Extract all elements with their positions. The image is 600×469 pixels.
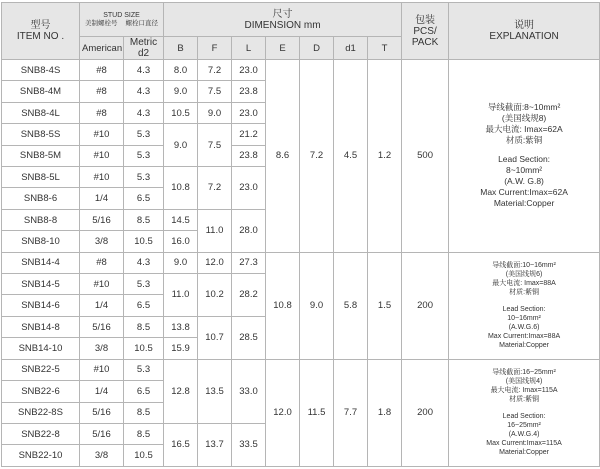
pack-qty: 200 xyxy=(402,252,449,359)
dim-t: 1.8 xyxy=(368,359,402,466)
item-no: SNB8-5S xyxy=(2,124,80,145)
dim-l: 23.0 xyxy=(232,167,266,210)
metric-size: 10.5 xyxy=(124,231,164,252)
dim-b: 16.5 xyxy=(164,423,198,466)
item-no: SNB22-10 xyxy=(2,445,80,467)
american-size: 3/8 xyxy=(80,445,124,467)
explanation-header-en: EXPLANATION xyxy=(489,31,559,42)
item-no: SNB14-8 xyxy=(2,316,80,337)
american-size: 3/8 xyxy=(80,231,124,252)
table-row xyxy=(2,359,600,380)
dim-f: 9.0 xyxy=(198,102,232,123)
dim-b: 8.0 xyxy=(164,60,198,81)
dim-b: 12.8 xyxy=(164,359,198,423)
dim-b: 9.0 xyxy=(164,124,198,167)
expl-line: (A.W.G.6) xyxy=(508,324,540,332)
metric-size: 6.5 xyxy=(124,381,164,402)
explanation-header xyxy=(449,3,600,60)
american-size: #8 xyxy=(80,102,124,123)
metric-size: 5.3 xyxy=(124,359,164,380)
dim-l: 23.0 xyxy=(232,102,266,123)
metric-size: 4.3 xyxy=(124,252,164,273)
dim-f: 10.2 xyxy=(198,274,232,317)
dim-d1: 5.8 xyxy=(334,252,368,359)
american-size: 5/16 xyxy=(80,209,124,230)
item-no: SNB22-6 xyxy=(2,381,80,402)
explanation-cell xyxy=(449,252,600,359)
table-row xyxy=(2,60,600,81)
stud-cn-metric: 螺栓口直径 xyxy=(125,20,158,27)
american-size: #8 xyxy=(80,60,124,81)
expl-line: Lead Section: xyxy=(502,306,546,314)
expl-line: Max Current:Imax=88A xyxy=(487,333,561,341)
item-no: SNB8-8 xyxy=(2,209,80,230)
col-d-header: D xyxy=(300,37,334,60)
american-size: 5/16 xyxy=(80,402,124,423)
dimension-header xyxy=(164,3,402,37)
item-no: SNB8-4S xyxy=(2,60,80,81)
dim-f: 7.2 xyxy=(198,60,232,81)
item-no-header xyxy=(2,3,80,60)
dim-l: 23.0 xyxy=(232,60,266,81)
american-size: 1/4 xyxy=(80,381,124,402)
metric-size: 6.5 xyxy=(124,295,164,316)
expl-line: Lead Section: xyxy=(498,154,551,165)
dim-b: 11.0 xyxy=(164,274,198,317)
american-size: #10 xyxy=(80,145,124,166)
metric-size: 6.5 xyxy=(124,188,164,209)
dim-b: 10.5 xyxy=(164,102,198,123)
expl-line: (A.W. G.8) xyxy=(504,176,544,187)
dim-d: 11.5 xyxy=(300,359,334,466)
dim-l: 28.0 xyxy=(232,209,266,252)
col-e-header: E xyxy=(266,37,300,60)
explanation-cell xyxy=(449,359,600,466)
expl-line: 导线截面:16~25mm² xyxy=(492,369,556,377)
metric-size: 8.5 xyxy=(124,402,164,423)
expl-gap xyxy=(451,297,597,305)
dim-b: 14.5 xyxy=(164,209,198,230)
table-header xyxy=(2,3,600,60)
dim-e: 8.6 xyxy=(266,60,300,253)
metric-size: 4.3 xyxy=(124,102,164,123)
expl-line: Material:Copper xyxy=(493,198,555,209)
col-d1-header: d1 xyxy=(334,37,368,60)
dim-e: 10.8 xyxy=(266,252,300,359)
dim-b: 15.9 xyxy=(164,338,198,359)
expl-gap xyxy=(451,146,597,154)
expl-line: 导线截面:8~10mm² xyxy=(487,102,561,113)
expl-line: 8~10mm² xyxy=(505,165,543,176)
d2-label: d2 xyxy=(137,48,150,59)
american-size: 5/16 xyxy=(80,423,124,444)
metric-header xyxy=(124,37,164,60)
pack-header-en2: PACK xyxy=(411,36,439,48)
item-no: SNB8-6 xyxy=(2,188,80,209)
spec-table xyxy=(1,2,600,467)
stud-size-cn-row xyxy=(82,20,161,28)
metric-size: 10.5 xyxy=(124,338,164,359)
item-no: SNB8-4L xyxy=(2,102,80,123)
expl-line: 材质:紫铜 xyxy=(509,289,540,297)
dim-f: 10.7 xyxy=(198,316,232,359)
american-size: #8 xyxy=(80,252,124,273)
metric-size: 10.5 xyxy=(124,445,164,467)
american-header: American xyxy=(80,37,124,60)
dim-b: 9.0 xyxy=(164,252,198,273)
dimension-header-en: DIMENSION mm xyxy=(244,19,321,31)
dim-l: 28.5 xyxy=(232,316,266,359)
expl-line: (美国线规4) xyxy=(505,378,543,386)
dim-b: 16.0 xyxy=(164,231,198,252)
dim-t: 1.2 xyxy=(368,60,402,253)
explanation-header-cn: 说明 xyxy=(514,20,535,31)
dim-b: 10.8 xyxy=(164,167,198,210)
pack-qty: 200 xyxy=(402,359,449,466)
item-header-en: ITEM NO . xyxy=(16,31,65,42)
pack-header-en1: PCS/ xyxy=(413,25,437,37)
item-no: SNB22-8 xyxy=(2,423,80,444)
expl-line: Lead Section: xyxy=(502,413,546,421)
dim-d1: 4.5 xyxy=(334,60,368,253)
table-body xyxy=(2,60,600,467)
dim-l: 28.2 xyxy=(232,274,266,317)
expl-line: 最大电流: Imax=62A xyxy=(485,124,563,135)
item-no: SNB14-4 xyxy=(2,252,80,273)
dim-d: 7.2 xyxy=(300,60,334,253)
stud-cn-american: 美制螺栓号 xyxy=(85,20,118,27)
american-size: 1/4 xyxy=(80,295,124,316)
american-size: #10 xyxy=(80,124,124,145)
item-no: SNB8-10 xyxy=(2,231,80,252)
expl-line: Max Current:Imax=115A xyxy=(486,440,562,448)
col-l-header: L xyxy=(232,37,266,60)
table-row xyxy=(2,252,600,273)
item-no: SNB14-5 xyxy=(2,274,80,295)
expl-line: 10~16mm² xyxy=(507,315,541,323)
col-f-header: F xyxy=(198,37,232,60)
stud-size-header xyxy=(80,3,164,37)
american-size: 3/8 xyxy=(80,338,124,359)
dim-f: 13.5 xyxy=(198,359,232,423)
dim-l: 27.3 xyxy=(232,252,266,273)
dim-f: 11.0 xyxy=(198,209,232,252)
american-size: #10 xyxy=(80,274,124,295)
metric-size: 8.5 xyxy=(124,423,164,444)
american-size: #8 xyxy=(80,81,124,102)
item-no: SNB8-5L xyxy=(2,167,80,188)
item-no: SNB14-6 xyxy=(2,295,80,316)
metric-label: Metric xyxy=(129,37,158,48)
col-t-header: T xyxy=(368,37,402,60)
dim-b: 13.8 xyxy=(164,316,198,337)
metric-size: 5.3 xyxy=(124,145,164,166)
expl-line: (美国线规6) xyxy=(505,271,543,279)
item-no: SNB22-5 xyxy=(2,359,80,380)
dim-e: 12.0 xyxy=(266,359,300,466)
dim-f: 12.0 xyxy=(198,252,232,273)
expl-line: Material:Copper xyxy=(499,449,549,457)
dim-l: 33.0 xyxy=(232,359,266,423)
expl-line: (A.W.G.4) xyxy=(508,431,540,439)
expl-line: Max Current:Imax=62A xyxy=(480,187,568,198)
item-no: SNB8-5M xyxy=(2,145,80,166)
metric-size: 5.3 xyxy=(124,124,164,145)
dim-d1: 7.7 xyxy=(334,359,368,466)
american-size: #10 xyxy=(80,167,124,188)
item-header-cn: 型号 xyxy=(30,20,51,31)
american-size: 1/4 xyxy=(80,188,124,209)
metric-size: 4.3 xyxy=(124,60,164,81)
metric-size: 4.3 xyxy=(124,81,164,102)
dim-f: 7.5 xyxy=(198,124,232,167)
metric-size: 5.3 xyxy=(124,167,164,188)
item-no: SNB8-4M xyxy=(2,81,80,102)
stud-size-label: STUD SIZE xyxy=(103,12,140,19)
dim-f: 7.5 xyxy=(198,81,232,102)
american-size: #10 xyxy=(80,359,124,380)
dimension-header-cn: 尺寸 xyxy=(272,8,293,20)
metric-size: 8.5 xyxy=(124,316,164,337)
pack-header xyxy=(402,3,449,60)
dim-l: 21.2 xyxy=(232,124,266,145)
item-no: SNB14-10 xyxy=(2,338,80,359)
expl-line: 最大电流: Imax=115A xyxy=(490,387,558,395)
expl-line: Material:Copper xyxy=(499,342,549,350)
expl-line: 导线截面:10~16mm² xyxy=(492,262,556,270)
col-b-header: B xyxy=(164,37,198,60)
item-no: SNB22-8S xyxy=(2,402,80,423)
dim-d: 9.0 xyxy=(300,252,334,359)
metric-size: 5.3 xyxy=(124,274,164,295)
pack-header-cn: 包装 xyxy=(415,14,436,26)
expl-line: 材质:紫铜 xyxy=(505,135,543,146)
expl-line: 16~25mm² xyxy=(507,422,541,430)
dim-b: 9.0 xyxy=(164,81,198,102)
dim-f: 7.2 xyxy=(198,167,232,210)
dim-l: 23.8 xyxy=(232,81,266,102)
metric-size: 8.5 xyxy=(124,209,164,230)
expl-line: 最大电流: Imax=88A xyxy=(492,280,556,288)
expl-line: 材质:紫铜 xyxy=(509,396,540,404)
dim-t: 1.5 xyxy=(368,252,402,359)
dim-l: 33.5 xyxy=(232,423,266,466)
pack-qty: 500 xyxy=(402,60,449,253)
expl-gap xyxy=(451,404,597,412)
expl-line: (美国线规8) xyxy=(501,113,547,124)
explanation-cell xyxy=(449,60,600,253)
american-size: 5/16 xyxy=(80,316,124,337)
dim-f: 13.7 xyxy=(198,423,232,466)
dim-l: 23.8 xyxy=(232,145,266,166)
